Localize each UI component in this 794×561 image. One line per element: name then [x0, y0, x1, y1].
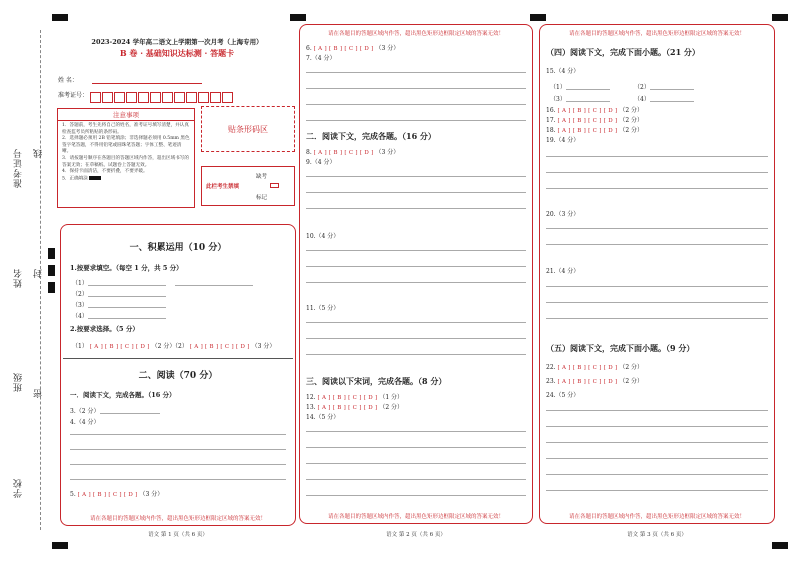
fill-sample-icon: [89, 176, 101, 180]
q23: 23. [ A ] [ B ] [ C ] [ D ] （2 分）: [546, 378, 644, 385]
q2-title: 2.按要求选择。（5 分）: [70, 325, 139, 333]
q12: 12. [ A ] [ B ] [ C ] [ D ] （1 分）: [306, 394, 404, 401]
notice-box: [57, 108, 195, 208]
answer-line[interactable]: [546, 458, 768, 459]
notice-item: 1．答题前，考生先将自己的姓名，准考证号填写清楚，并认真检查监考员所粘贴的条形码。: [62, 123, 189, 135]
q1-title: 1.按要求填空。（每空 1 分，共 5 分）: [70, 264, 183, 272]
notice-item: 5．正确填涂: [62, 176, 88, 182]
side-label-xingming: 姓名: [14, 268, 24, 288]
q15-item: （2）: [634, 84, 650, 91]
answer-line[interactable]: [306, 322, 526, 323]
answer-line[interactable]: [88, 285, 166, 286]
answer-line[interactable]: [546, 474, 768, 475]
q20-label: 20.（3 分）: [546, 211, 580, 218]
q15-item: （3）: [550, 96, 566, 103]
section-1-title: 一、积累运用（10 分）: [129, 243, 227, 253]
barcode-area: [201, 106, 295, 152]
registration-mark: [530, 14, 546, 21]
absent-mark-checkbox[interactable]: [270, 183, 279, 188]
q13-choices[interactable]: [ A ] [ B ] [ C ] [ D ]: [317, 405, 378, 411]
section-2-title: 二、阅读（70 分）: [138, 371, 218, 381]
sub-4-title: （四）阅读下文，完成下面小题。（21 分）: [546, 47, 700, 57]
answer-panel-2: [299, 24, 533, 524]
name-label: 姓 名：: [58, 77, 78, 84]
answer-line[interactable]: [306, 88, 526, 89]
q14-label: 14.（5 分）: [306, 414, 340, 421]
answer-line[interactable]: [70, 464, 286, 465]
answer-line[interactable]: [566, 89, 610, 90]
answer-line[interactable]: [650, 101, 694, 102]
answer-line[interactable]: [546, 228, 768, 229]
registration-mark: [48, 265, 55, 276]
answer-line[interactable]: [306, 282, 526, 283]
sub-3-title: 三、阅读以下宋词，完成各题。（8 分）: [306, 376, 447, 386]
q19-label: 19.（4 分）: [546, 137, 580, 144]
answer-line[interactable]: [306, 447, 526, 448]
answer-line[interactable]: [70, 434, 286, 435]
answer-line[interactable]: [306, 72, 526, 73]
q8: 8. [ A ] [ B ] [ C ] [ D ] （3 分）: [306, 149, 400, 156]
q5: 5. [ A ] [ B ] [ C ] [ D ] （3 分）: [70, 491, 164, 498]
q15-item: （4）: [634, 96, 650, 103]
q13: 13. [ A ] [ B ] [ C ] [ D ] （2 分）: [306, 404, 404, 411]
q3-label: 3.（2 分）: [70, 408, 100, 415]
answer-line[interactable]: [546, 410, 768, 411]
notice-title: 注意事项: [58, 109, 194, 121]
q22: 22. [ A ] [ B ] [ C ] [ D ] （2 分）: [546, 364, 644, 371]
id-number-field[interactable]: [90, 87, 234, 106]
binding-line: [40, 30, 41, 530]
side-label-banji: 班级: [14, 372, 24, 392]
answer-line[interactable]: [306, 176, 526, 177]
registration-mark: [52, 14, 68, 21]
q1-item: （1）: [72, 280, 88, 287]
answer-line[interactable]: [546, 156, 768, 157]
answer-line[interactable]: [546, 490, 768, 491]
answer-line[interactable]: [70, 479, 286, 480]
answer-line[interactable]: [306, 250, 526, 251]
id-label: 准考证号：: [58, 92, 89, 99]
q6: 6. [ A ] [ B ] [ C ] [ D ] （3 分）: [306, 45, 400, 52]
side-label-feng: 封: [34, 268, 44, 278]
q21-label: 21.（4 分）: [546, 268, 580, 275]
panel-3-notice-top: 请在各题目的答题区域内作答，超出黑色矩形边框限定区域的答案无效！: [568, 31, 745, 37]
q7-label: 7.（4 分）: [306, 55, 336, 62]
side-label-mi: 密: [34, 388, 44, 398]
answer-line[interactable]: [546, 442, 768, 443]
side-label-xian: 线: [34, 148, 44, 158]
answer-line[interactable]: [306, 495, 526, 496]
q2-2-choices[interactable]: [ A ] [ B ] [ C ] [ D ]: [189, 344, 250, 350]
answer-line[interactable]: [175, 285, 253, 286]
side-label-xuexiao: 学校: [14, 478, 24, 498]
answer-line[interactable]: [306, 192, 526, 193]
notice-item: 3．请按题号顺序在各题目的答题区域内作答，超出区域书写的答案无效；在草稿纸、试题卷上答题无效。: [62, 155, 189, 168]
side-label-kaohao: 准考证号: [14, 148, 24, 188]
name-field[interactable]: [92, 83, 202, 84]
absent-box: [201, 166, 295, 206]
q18-choices[interactable]: [ A ] [ B ] [ C ] [ D ]: [557, 128, 618, 134]
answer-line[interactable]: [566, 101, 610, 102]
q16-choices[interactable]: [ A ] [ B ] [ C ] [ D ]: [557, 108, 618, 114]
panel-2-notice-top: 请在各题目的答题区域内作答，超出黑色矩形边框限定区域的答案无效！: [327, 31, 504, 37]
sub-1-title: 一．阅读下文，完成各题。（16 分）: [70, 391, 176, 399]
page-footer-3: 语文 第 3 页（共 6 页）: [627, 532, 687, 538]
page-footer-2: 语文 第 2 页（共 6 页）: [386, 532, 446, 538]
answer-line[interactable]: [546, 318, 768, 319]
answer-line[interactable]: [306, 338, 526, 339]
answer-line[interactable]: [100, 413, 160, 414]
page-footer-1: 语文 第 1 页（共 6 页）: [148, 532, 208, 538]
answer-line[interactable]: [546, 172, 768, 173]
registration-mark: [48, 282, 55, 293]
q1-item: （2）: [72, 291, 88, 298]
answer-line[interactable]: [546, 286, 768, 287]
answer-line[interactable]: [546, 188, 768, 189]
notice-item: 2．选择题必须用 2B 铅笔填涂；非选择题必须用 0.5mm 黑色签字笔答题，不得用铅笔或圆珠笔答题；字体工整、笔迹清晰。: [62, 136, 190, 155]
q4-label: 4.（4 分）: [70, 419, 100, 426]
answer-line[interactable]: [650, 89, 694, 90]
q9-label: 9.（4 分）: [306, 159, 336, 166]
exam-subtitle: B 卷 · 基础知识达标测 · 答题卡: [119, 48, 235, 58]
barcode-label: 贴条形码区: [228, 124, 268, 134]
notice-item: 4．保持卡面清洁，不要折叠，不要弄破。: [62, 169, 148, 175]
q2-1-choices[interactable]: [ A ] [ B ] [ C ] [ D ]: [89, 344, 150, 350]
q5-choices[interactable]: [ A ] [ B ] [ C ] [ D ]: [77, 492, 138, 498]
q6-choices[interactable]: [ A ] [ B ] [ C ] [ D ]: [313, 46, 374, 52]
q2-2: （2） [ A ] [ B ] [ C ] [ D ] （3 分）: [172, 343, 276, 350]
q2-1: （1） [ A ] [ B ] [ C ] [ D ] （2 分）: [72, 343, 176, 350]
q1-item: （3）: [72, 302, 88, 309]
exam-title: 2023-2024 学年高二语文上学期第一次月考（上海专用）: [91, 38, 263, 46]
registration-mark: [772, 14, 788, 21]
answer-line[interactable]: [88, 296, 166, 297]
answer-line[interactable]: [306, 354, 526, 355]
sub-2-title: 二．阅读下文，完成各题。（16 分）: [306, 131, 436, 141]
absent-box-top: 缺考: [256, 174, 268, 180]
answer-line[interactable]: [306, 104, 526, 105]
q17-choices[interactable]: [ A ] [ B ] [ C ] [ D ]: [557, 118, 618, 124]
answer-line[interactable]: [88, 307, 166, 308]
q16: 16. [ A ] [ B ] [ C ] [ D ] （2 分）: [546, 107, 644, 114]
q17: 17. [ A ] [ B ] [ C ] [ D ] （2 分）: [546, 117, 644, 124]
registration-mark: [290, 14, 306, 21]
sub-5-title: （五）阅读下文，完成下面小题。（9 分）: [546, 343, 695, 353]
q15-item: （1）: [550, 84, 566, 91]
answer-line[interactable]: [306, 266, 526, 267]
panel-1-notice: 请在各题目的答题区域内作答，超出黑色矩形边框限定区域的答案无效！: [89, 516, 266, 522]
answer-line[interactable]: [306, 479, 526, 480]
answer-line[interactable]: [306, 431, 526, 432]
q18: 18. [ A ] [ B ] [ C ] [ D ] （2 分）: [546, 127, 644, 134]
q15-label: 15.（4 分）: [546, 68, 580, 75]
answer-line[interactable]: [306, 120, 526, 121]
registration-mark: [48, 248, 55, 259]
absent-box-bottom: 标记: [256, 195, 268, 201]
q24-label: 24.（5 分）: [546, 392, 580, 399]
q23-choices[interactable]: [ A ] [ B ] [ C ] [ D ]: [557, 379, 618, 385]
registration-mark: [52, 542, 68, 549]
q10-label: 10.（4 分）: [306, 233, 340, 240]
registration-mark: [772, 542, 788, 549]
q11-label: 11.（5 分）: [306, 305, 340, 312]
q12-choices[interactable]: [ A ] [ B ] [ C ] [ D ]: [317, 395, 378, 401]
answer-line[interactable]: [546, 244, 768, 245]
section-separator: [63, 358, 293, 359]
q8-choices[interactable]: [ A ] [ B ] [ C ] [ D ]: [313, 150, 374, 156]
answer-line[interactable]: [306, 463, 526, 464]
answer-line[interactable]: [70, 449, 286, 450]
q1-item: （4）: [72, 313, 88, 320]
panel-3-notice-bottom: 请在各题目的答题区域内作答，超出黑色矩形边框限定区域的答案无效！: [568, 514, 745, 520]
panel-2-notice-bottom: 请在各题目的答题区域内作答，超出黑色矩形边框限定区域的答案无效！: [327, 514, 504, 520]
q22-choices[interactable]: [ A ] [ B ] [ C ] [ D ]: [557, 365, 618, 371]
absent-box-label: 此栏考生禁填: [206, 184, 240, 190]
answer-line[interactable]: [546, 302, 768, 303]
answer-line[interactable]: [546, 426, 768, 427]
answer-line[interactable]: [88, 318, 166, 319]
answer-line[interactable]: [306, 208, 526, 209]
